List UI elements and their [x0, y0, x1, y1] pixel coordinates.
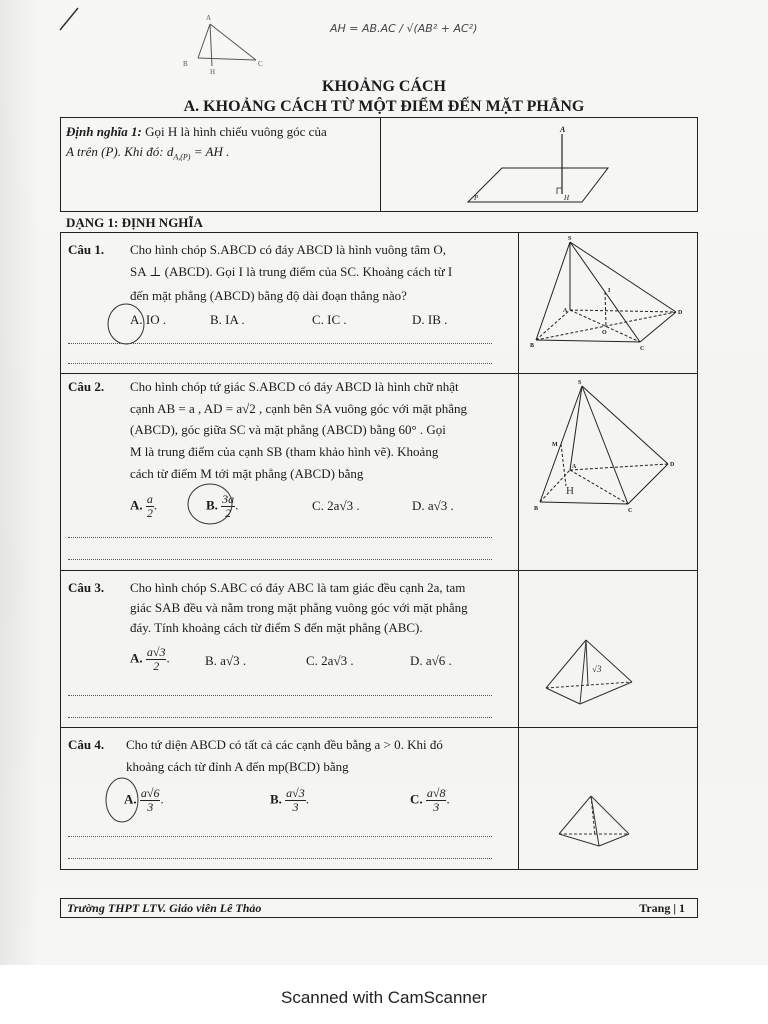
q1-option-b[interactable]: B. IA . [210, 312, 245, 327]
figure-column-divider [518, 232, 519, 870]
svg-text:H: H [210, 68, 216, 76]
q4-figure [555, 792, 635, 852]
q1-label: Câu 1. [68, 242, 105, 257]
q3-option-a[interactable]: A. $\frac{a√3}{2}$ . [130, 645, 170, 673]
q2-answer-line-2 [68, 559, 492, 560]
q3-figure [540, 630, 640, 720]
q2-line1: Cho hình chóp tứ giác S.ABCD có đáy ABCD là hình chữ nhật [130, 379, 459, 394]
q1-answer-line-1 [68, 343, 492, 344]
q2-option-c[interactable]: C. 2a√3 . [312, 498, 360, 513]
q4-line2: khoảng cách từ đỉnh A đến mp(BCD) bằng [126, 759, 349, 774]
q1-option-d[interactable]: D. IB . [412, 312, 448, 327]
q2-fig-b: B [534, 506, 539, 512]
q1-figure [530, 236, 695, 366]
definition-sub: A,(P) [173, 152, 191, 162]
q1-option-c[interactable]: C. IC . [312, 312, 347, 327]
definition-line1: Gọi H là hình chiếu vuông góc của [145, 124, 327, 139]
q2-line4: M là trung điểm của cạnh SB (tham khảo hình vẽ). Khoảng [130, 444, 439, 459]
svg-text:A: A [206, 14, 212, 22]
chapter-title: KHOẢNG CÁCH [322, 78, 446, 95]
definition-line3: = AH . [190, 144, 230, 159]
q2-option-b[interactable]: B. $\frac{3a}{2}$ . [206, 492, 239, 520]
q4-line1: Cho tứ diện ABCD có tất cả các cạnh đều bằng a > 0. Khi đó [126, 737, 443, 752]
q2-fig-d: D [670, 462, 675, 468]
fig-label-p: P [474, 194, 479, 202]
q1-fig-i: I [608, 288, 611, 294]
q2-fig-a: A [572, 464, 577, 470]
definition-text [66, 122, 376, 168]
q2-line2: cạnh AB = a , AD = a√2 , cạnh bên SA vuông góc với mặt phẳng [130, 401, 468, 416]
q2-option-a[interactable]: A. $\frac{a}{2}$ . [130, 492, 158, 520]
q1-answer-line-2 [68, 363, 492, 364]
q3-line1: Cho hình chóp S.ABC có đáy ABC là tam giác đều cạnh 2a, tam [130, 580, 466, 595]
q1-line3: đến mặt phẳng (ABCD) bằng độ dài đoạn thẳng nào? [130, 288, 407, 303]
q3-label: Câu 3. [68, 580, 105, 595]
q4-label: Câu 4. [68, 737, 105, 752]
q2-answer-line-1 [68, 537, 492, 538]
row-divider-2 [60, 570, 698, 571]
q2-answer-circle [186, 482, 239, 528]
q1-fig-c: C [640, 346, 645, 352]
section-title: A. KHOẢNG CÁCH TỪ MỘT ĐIỂM ĐẾN MẶT PHẲNG [183, 98, 585, 115]
svg-text:C: C [258, 60, 263, 68]
row-divider-1 [60, 373, 698, 374]
q3-answer-line-1 [68, 695, 492, 696]
q3-line3: đáy. Tính khoảng cách từ điểm S đến mặt phẳng (ABC). [130, 620, 423, 635]
q1-fig-d: D [678, 310, 683, 316]
q4-answer-line-2 [68, 858, 492, 859]
footer-page-number: Trang | 1 [639, 901, 685, 915]
q2-fig-s: S [578, 380, 582, 386]
handwritten-sketch [20, 0, 320, 80]
q3-answer-line-2 [68, 717, 492, 718]
definition-line2: A trên (P). Khi đó: d [66, 144, 174, 159]
fig-label-a: A [560, 125, 566, 134]
footer-school: Trường THPT LTV. Giáo viên Lê Thảo [67, 901, 262, 915]
q4-answer-line-1 [68, 836, 492, 837]
q1-fig-s: S [568, 236, 572, 242]
q3-fig-note: √3 [592, 664, 602, 674]
q2-line5: cách từ điểm M tới mặt phẳng (ABCD) bằng [130, 466, 364, 481]
q3-option-b[interactable]: B. a√3 . [205, 653, 247, 668]
fig-label-h: H [564, 194, 570, 202]
q1-option-a[interactable]: A. IO . [130, 312, 167, 327]
q2-line3: (ABCD), góc giữa SC và mặt phẳng (ABCD) bằng 60° . Gọi [130, 422, 446, 437]
q1-fig-o: O [602, 330, 607, 336]
q1-line1: Cho hình chóp S.ABCD có đáy ABCD là hình vuông tâm O, [130, 242, 446, 257]
svg-text:B: B [183, 60, 188, 68]
q1-fig-a: A [563, 308, 568, 314]
q4-option-a[interactable]: A. $\frac{a√6}{3}$ . [124, 786, 164, 814]
q3-option-d[interactable]: D. a√6 . [410, 653, 452, 668]
q1-line2: SA ⊥ (ABCD). Gọi I là trung điểm của SC. Khoảng cách từ I [130, 264, 453, 279]
q1-fig-b: B [530, 343, 535, 349]
q2-fig-h: H [566, 485, 574, 497]
row-divider-3 [60, 727, 698, 728]
q2-figure [530, 378, 695, 518]
page-shadow [0, 0, 40, 965]
q4-answer-circle [102, 776, 142, 826]
q4-option-c[interactable]: C. $\frac{a√8}{3}$ . [410, 786, 450, 814]
q3-line2: giác SAB đều và nằm trong mặt phẳng vuông góc với mặt phẳng [130, 600, 468, 615]
q2-fig-m: M [552, 442, 558, 448]
q2-option-d[interactable]: D. a√3 . [412, 498, 454, 513]
page-footer [60, 898, 698, 918]
q4-option-b[interactable]: B. $\frac{a√3}{3}$ . [270, 786, 310, 814]
camscanner-watermark: Scanned with CamScanner [280, 988, 487, 1007]
definition-divider [380, 117, 381, 212]
handwritten-formula: AH = AB.AC / √(AB² + AC²) [330, 22, 478, 35]
definition-label: Định nghĩa 1: [66, 124, 142, 139]
q2-label: Câu 2. [68, 379, 105, 394]
q2-fig-c: C [628, 508, 633, 514]
dang-title: DẠNG 1: ĐỊNH NGHĨA [66, 215, 203, 230]
definition-figure [440, 120, 640, 210]
q3-option-c[interactable]: C. 2a√3 . [306, 653, 354, 668]
